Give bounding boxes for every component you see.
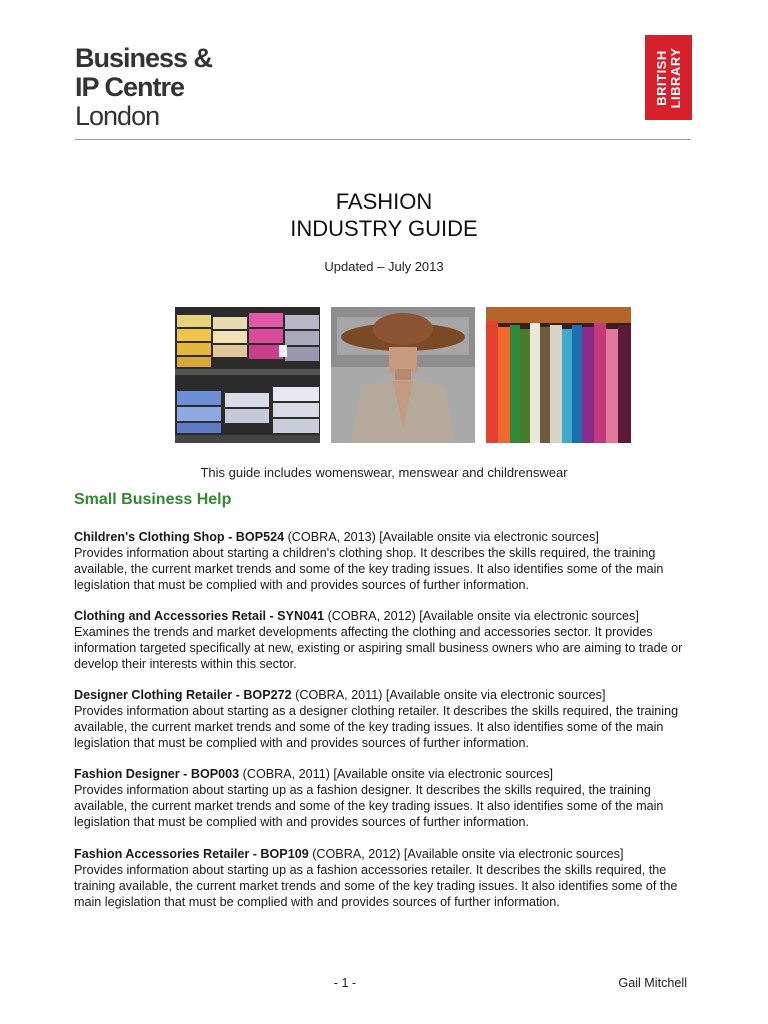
logo-line-2: IP Centre bbox=[75, 72, 185, 102]
updated-date: Updated – July 2013 bbox=[324, 259, 444, 274]
header-divider bbox=[75, 139, 691, 140]
entry-description: Provides information about starting as a designer clothing retailer. It describes the skills required, the training available, the current market trends and some of the key trading issues. It also identifies some of the main legislation that must be complied with and provides sources of further information. bbox=[74, 704, 679, 750]
entry-title: Designer Clothing Retailer - BOP272 bbox=[74, 688, 292, 702]
entry-title: Clothing and Accessories Retail - SYN041 bbox=[74, 609, 325, 623]
page-title-line-1: FASHION bbox=[335, 189, 433, 214]
logo-line-3: London bbox=[75, 101, 160, 131]
entry-meta: (COBRA, 2013) [Available onsite via electronic sources] bbox=[284, 530, 599, 544]
entry-title: Fashion Accessories Retailer - BOP109 bbox=[74, 847, 309, 861]
british-library-badge bbox=[645, 35, 692, 120]
resource-entry bbox=[74, 608, 699, 672]
fashion-model-photo bbox=[331, 307, 475, 443]
entry-description: Examines the trends and market developments affecting the clothing and accessories sector. It provides information targeted specifically at new, existing or aspiring small business owners who are aiming to trade or develop their interests within this sector. bbox=[74, 625, 683, 671]
entry-meta: (COBRA, 2012) [Available onsite via electronic sources] bbox=[308, 847, 624, 861]
folded-shirts-photo bbox=[175, 307, 320, 443]
hanging-clothes-photo bbox=[486, 307, 631, 443]
entry-title: Fashion Designer - BOP003 bbox=[74, 767, 240, 781]
page-title-line-2: INDUSTRY GUIDE bbox=[290, 216, 478, 241]
entry-description: Provides information about starting a children's clothing shop. It describes the skills required, the training available, the current market trends and some of the key trading issues. It also identifies some of the main legislation that must be complied with and provides sources of further information. bbox=[74, 546, 664, 592]
badge-line-2: LIBRARY bbox=[667, 47, 683, 108]
entry-title: Children's Clothing Shop - BOP524 bbox=[74, 530, 285, 544]
author-name: Gail Mitchell bbox=[618, 976, 687, 990]
resource-entry bbox=[74, 846, 699, 910]
resource-entry bbox=[74, 529, 699, 593]
resource-entry bbox=[74, 687, 699, 751]
section-heading: Small Business Help bbox=[74, 491, 232, 508]
logo-line-1: Business & bbox=[75, 43, 213, 73]
business-ip-centre-logo bbox=[75, 44, 212, 131]
page-number: - 1 - bbox=[333, 976, 357, 990]
guide-caption: This guide includes womenswear, menswear and childrenswear bbox=[200, 465, 568, 480]
entry-meta: (COBRA, 2011) [Available onsite via electronic sources] bbox=[239, 767, 553, 781]
badge-line-1: BRITISH bbox=[653, 49, 669, 106]
entry-description: Provides information about starting up as a fashion accessories retailer. It describes the skills required, the training available, the current market trends and some of the key trading issues. It also identifies some of the main legislation that must be complied with and provides sources of further information. bbox=[74, 863, 678, 909]
resource-entry bbox=[74, 766, 699, 830]
entry-description: Provides information about starting up as a fashion designer. It describes the skills required, the training available, the current market trends and some of the key trading issues. It also identifies some of the main legislation that must be complied with and provides sources of further information. bbox=[74, 783, 664, 829]
entry-meta: (COBRA, 2011) [Available onsite via electronic sources] bbox=[291, 688, 606, 702]
entry-meta: (COBRA, 2012) [Available onsite via electronic sources] bbox=[324, 609, 639, 623]
